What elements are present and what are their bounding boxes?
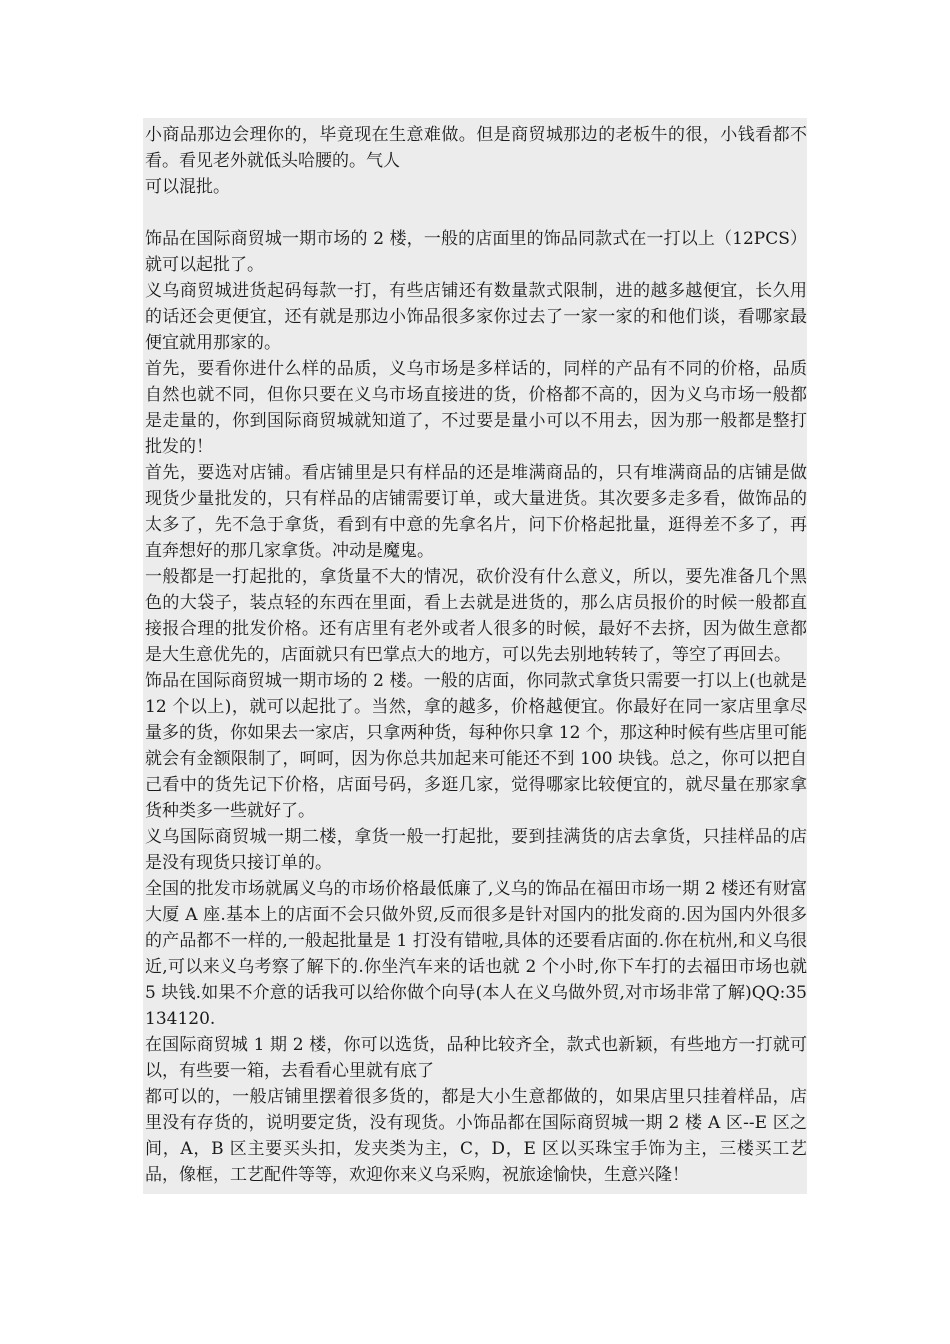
paragraph: 义乌国际商贸城一期二楼，拿货一般一打起批，要到挂满货的店去拿货，只挂样品的店是没有现货只接订单的。 xyxy=(145,827,807,873)
paragraph: 饰品在国际商贸城一期市场的 2 楼。一般的店面，你同款式拿货只需要一打以上(也就是 12 个以上)，就可以起批了。当然，拿的越多，价格越便宜。你最好在同一家店里拿尽量多的货，你如果去一家店，只拿两种货，每种你只拿 12 个，那这种时候有些店里可能就会有金额限制了，呵呵，因为你总共加起来可能还不到 100 块钱。总之，你可以把自己看中的货先记下价格，店面号码，多逛几家，觉得哪家比较便宜的，就尽量在那家拿货种类多一些就好了。 xyxy=(145,671,813,821)
paragraph: 小商品那边会理你的，毕竟现在生意难做。但是商贸城那边的老板牛的很，小钱看都不看。看见老外就低头哈腰的。气人 xyxy=(145,125,807,171)
paragraph: 首先，要选对店铺。看店铺里是只有样品的还是堆满商品的，只有堆满商品的店铺是做现货少量批发的，只有样品的店铺需要订单，或大量进货。其次要多走多看，做饰品的太多了，先不急于拿货，看到有中意的先拿名片，问下价格起批量，逛得差不多了，再直奔想好的那几家拿货。冲动是魔鬼。 xyxy=(145,463,807,561)
document-text-block xyxy=(143,118,813,1194)
paragraph: 都可以的，一般店铺里摆着很多货的，都是大小生意都做的，如果店里只挂着样品，店里没有存货的，说明要定货，没有现货。小饰品都在国际商贸城一期 2 楼 A 区--E 区之间，A，B 区主要买头扣，发夹类为主，C，D，E 区以买珠宝手饰为主，三楼买工艺品，像框，工艺配件等等，欢迎你来义乌采购，祝旅途愉快，生意兴隆！ xyxy=(145,1087,807,1185)
paragraph: 义乌商贸城进货起码每款一打，有些店铺还有数量款式限制，进的越多越便宜，长久用的话还会更便宜，还有就是那边小饰品很多家你过去了一家一家的和他们谈，看哪家最便宜就用那家的。 xyxy=(145,281,807,353)
paragraph: 首先，要看你进什么样的品质，义乌市场是多样话的，同样的产品有不同的价格，品质自然也就不同，但你只要在义乌市场直接进的货，价格都不高的，因为义乌市场一般都是走量的，你到国际商贸城就知道了，不过要是量小可以不用去，因为那一般都是整打批发的！ xyxy=(145,359,807,457)
paragraph: 在国际商贸城 1 期 2 楼，你可以选货，品种比较齐全，款式也新颖，有些地方一打就可以，有些要一箱，去看看心里就有底了 xyxy=(145,1035,807,1081)
paragraph: 一般都是一打起批的，拿货量不大的情况，砍价没有什么意义，所以，要先准备几个黑色的大袋子，装点轻的东西在里面，看上去就是进货的，那么店员报价的时候一般都直接报合理的批发价格。还有店里有老外或者人很多的时候，最好不去挤，因为做生意都是大生意优先的，店面就只有巴掌点大的地方，可以先去别地转转了，等空了再回去。 xyxy=(145,567,807,665)
paragraph: 全国的批发市场就属义乌的市场价格最低廉了,义乌的饰品在福田市场一期 2 楼还有财富大厦 A 座.基本上的店面不会只做外贸,反而很多是针对国内的批发商的.因为国内外很多的产品都不一样的,一般起批量是 1 打没有错啦,具体的还要看店面的.你在杭州,和义乌很近,可以来义乌考察了解下的.你坐汽车来的话也就 2 个小时,你下车打的去福田市场也就 5 块钱.如果不介意的话我可以给你做个向导(本人在义乌做外贸,对市场非常了解)QQ:35134120. xyxy=(145,879,813,1029)
blank-line xyxy=(145,200,807,226)
paragraph: 可以混批。 xyxy=(145,177,230,197)
paragraph: 饰品在国际商贸城一期市场的 2 楼，一般的店面里的饰品同款式在一打以上（12PCS）就可以起批了。 xyxy=(145,229,807,275)
